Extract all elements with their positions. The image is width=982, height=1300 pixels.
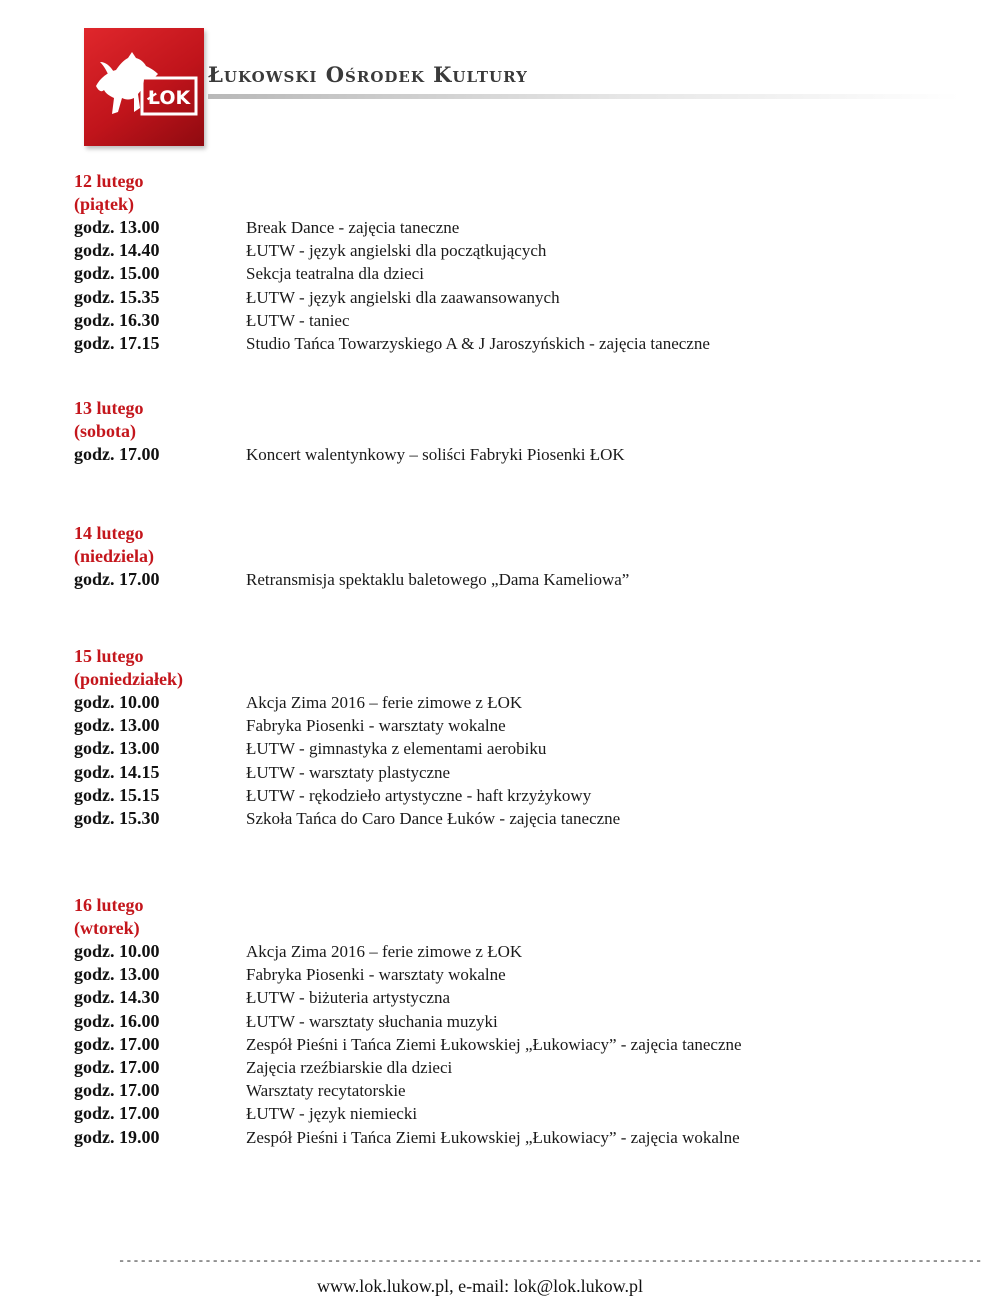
event-row: [74, 1010, 934, 1033]
event-time: godz. 10.00: [74, 692, 160, 712]
event-time: godz. 14.15: [74, 761, 160, 782]
event-title: Koncert walentynkowy – soliści Fabryki Piosenki ŁOK: [246, 445, 625, 464]
day-weekday: (niedziela): [74, 546, 154, 566]
day-date: 12 lutego: [74, 171, 144, 191]
event-row: [74, 1056, 934, 1079]
event-row: [74, 443, 934, 466]
day-section: [74, 522, 934, 591]
event-time: godz. 13.00: [74, 964, 160, 985]
event-row: [74, 1079, 934, 1102]
event-row: [74, 784, 934, 807]
event-row: [74, 239, 934, 262]
page-header: [0, 0, 960, 160]
event-time: godz. 17.00: [74, 1080, 160, 1101]
event-row: [74, 1126, 934, 1149]
event-title: Zespół Pieśni i Tańca Ziemi Łukowskiej „Łukowiacy” - zajęcia taneczne: [246, 1034, 742, 1054]
event-title: Zespół Pieśni i Tańca Ziemi Łukowskiej „Łukowiacy” - zajęcia wokalne: [246, 1127, 740, 1147]
event-time: godz. 15.15: [74, 784, 160, 805]
event-title: Break Dance - zajęcia taneczne: [246, 218, 460, 237]
day-weekday: (wtorek): [74, 918, 140, 938]
event-time: godz. 17.15: [74, 332, 160, 353]
event-row: [74, 1033, 934, 1056]
event-title: Sekcja teatralna dla dzieci: [246, 264, 424, 284]
day-section: [74, 397, 934, 466]
event-row: [74, 332, 934, 355]
event-title: Akcja Zima 2016 – ferie zimowe z ŁOK: [246, 693, 523, 712]
event-time: godz. 17.00: [74, 569, 160, 589]
event-row: [74, 986, 934, 1009]
event-time: godz. 17.00: [74, 1056, 160, 1077]
day-date: 15 lutego: [74, 646, 144, 666]
event-title: ŁUTW - gimnastyka z elementami aerobiku: [246, 739, 547, 759]
event-time: godz. 10.00: [74, 941, 160, 961]
event-title: Retransmisja spektaklu baletowego „Dama Kameliowa”: [246, 570, 630, 589]
day-section: [74, 894, 934, 1149]
header-divider: [208, 94, 960, 99]
event-title: ŁUTW - biżuteria artystyczna: [246, 988, 451, 1008]
event-row: [74, 691, 934, 714]
event-row: [74, 262, 934, 285]
event-row: [74, 309, 934, 332]
event-time: godz. 19.00: [74, 1126, 160, 1147]
event-title: Akcja Zima 2016 – ferie zimowe z ŁOK: [246, 942, 523, 961]
day-weekday: (sobota): [74, 421, 136, 441]
event-time: godz. 14.30: [74, 987, 160, 1008]
event-row: [74, 737, 934, 760]
day-section: [74, 645, 934, 830]
event-title: ŁUTW - język angielski dla zaawansowanych: [246, 287, 560, 307]
event-row: [74, 807, 934, 830]
event-title: Warsztaty recytatorskie: [246, 1081, 406, 1101]
event-row: [74, 761, 934, 784]
event-title: ŁUTW - taniec: [246, 310, 350, 330]
event-row: [74, 286, 934, 309]
event-title: ŁUTW - warsztaty słuchania muzyki: [246, 1011, 498, 1031]
day-date: 14 lutego: [74, 523, 144, 543]
event-title: Szkoła Tańca do Caro Dance Łuków - zajęcia taneczne: [246, 808, 621, 828]
event-title: ŁUTW - język angielski dla początkujących: [246, 241, 547, 261]
event-time: godz. 13.00: [74, 738, 160, 759]
logo-mark: ŁOK: [147, 87, 191, 109]
footer-divider: ------------------------------------------------------------------------------------------------------------------------: [118, 1254, 982, 1268]
organization-name: Łukowski Ośrodek Kultury: [208, 62, 528, 87]
event-title: ŁUTW - warsztaty plastyczne: [246, 762, 451, 782]
day-weekday: (piątek): [74, 194, 134, 214]
event-title: Zajęcia rzeźbiarskie dla dzieci: [246, 1057, 453, 1077]
event-title: Fabryka Piosenki - warsztaty wokalne: [246, 965, 506, 985]
event-time: godz. 15.35: [74, 286, 160, 307]
event-title: Fabryka Piosenki - warsztaty wokalne: [246, 716, 506, 736]
event-title: ŁUTW - rękodzieło artystyczne - haft krzyżykowy: [246, 785, 592, 805]
event-row: [74, 963, 934, 986]
event-time: godz. 17.00: [74, 1033, 160, 1054]
event-title: ŁUTW - język niemiecki: [246, 1104, 418, 1124]
horse-logo-icon: [84, 28, 204, 146]
day-weekday: (poniedziałek): [74, 669, 184, 689]
event-time: godz. 13.00: [74, 217, 160, 237]
event-row: [74, 940, 934, 963]
day-date: 16 lutego: [74, 895, 144, 915]
event-time: godz. 17.00: [74, 1103, 160, 1124]
event-time: godz. 15.30: [74, 807, 160, 828]
event-time: godz. 16.00: [74, 1010, 160, 1031]
event-time: godz. 14.40: [74, 240, 160, 261]
logo: [84, 28, 204, 146]
event-time: godz. 15.00: [74, 263, 160, 284]
event-row: [74, 714, 934, 737]
event-row: [74, 1102, 934, 1125]
event-time: godz. 13.00: [74, 715, 160, 736]
event-row: [74, 568, 934, 591]
footer-contact: www.lok.lukow.pl, e-mail: lok@lok.lukow.pl: [316, 1276, 644, 1296]
day-section: [74, 170, 934, 355]
event-row: [74, 216, 934, 239]
event-time: godz. 16.30: [74, 309, 160, 330]
event-time: godz. 17.00: [74, 444, 160, 464]
day-date: 13 lutego: [74, 398, 144, 418]
event-title: Studio Tańca Towarzyskiego A & J Jaroszyńskich - zajęcia taneczne: [246, 333, 710, 353]
